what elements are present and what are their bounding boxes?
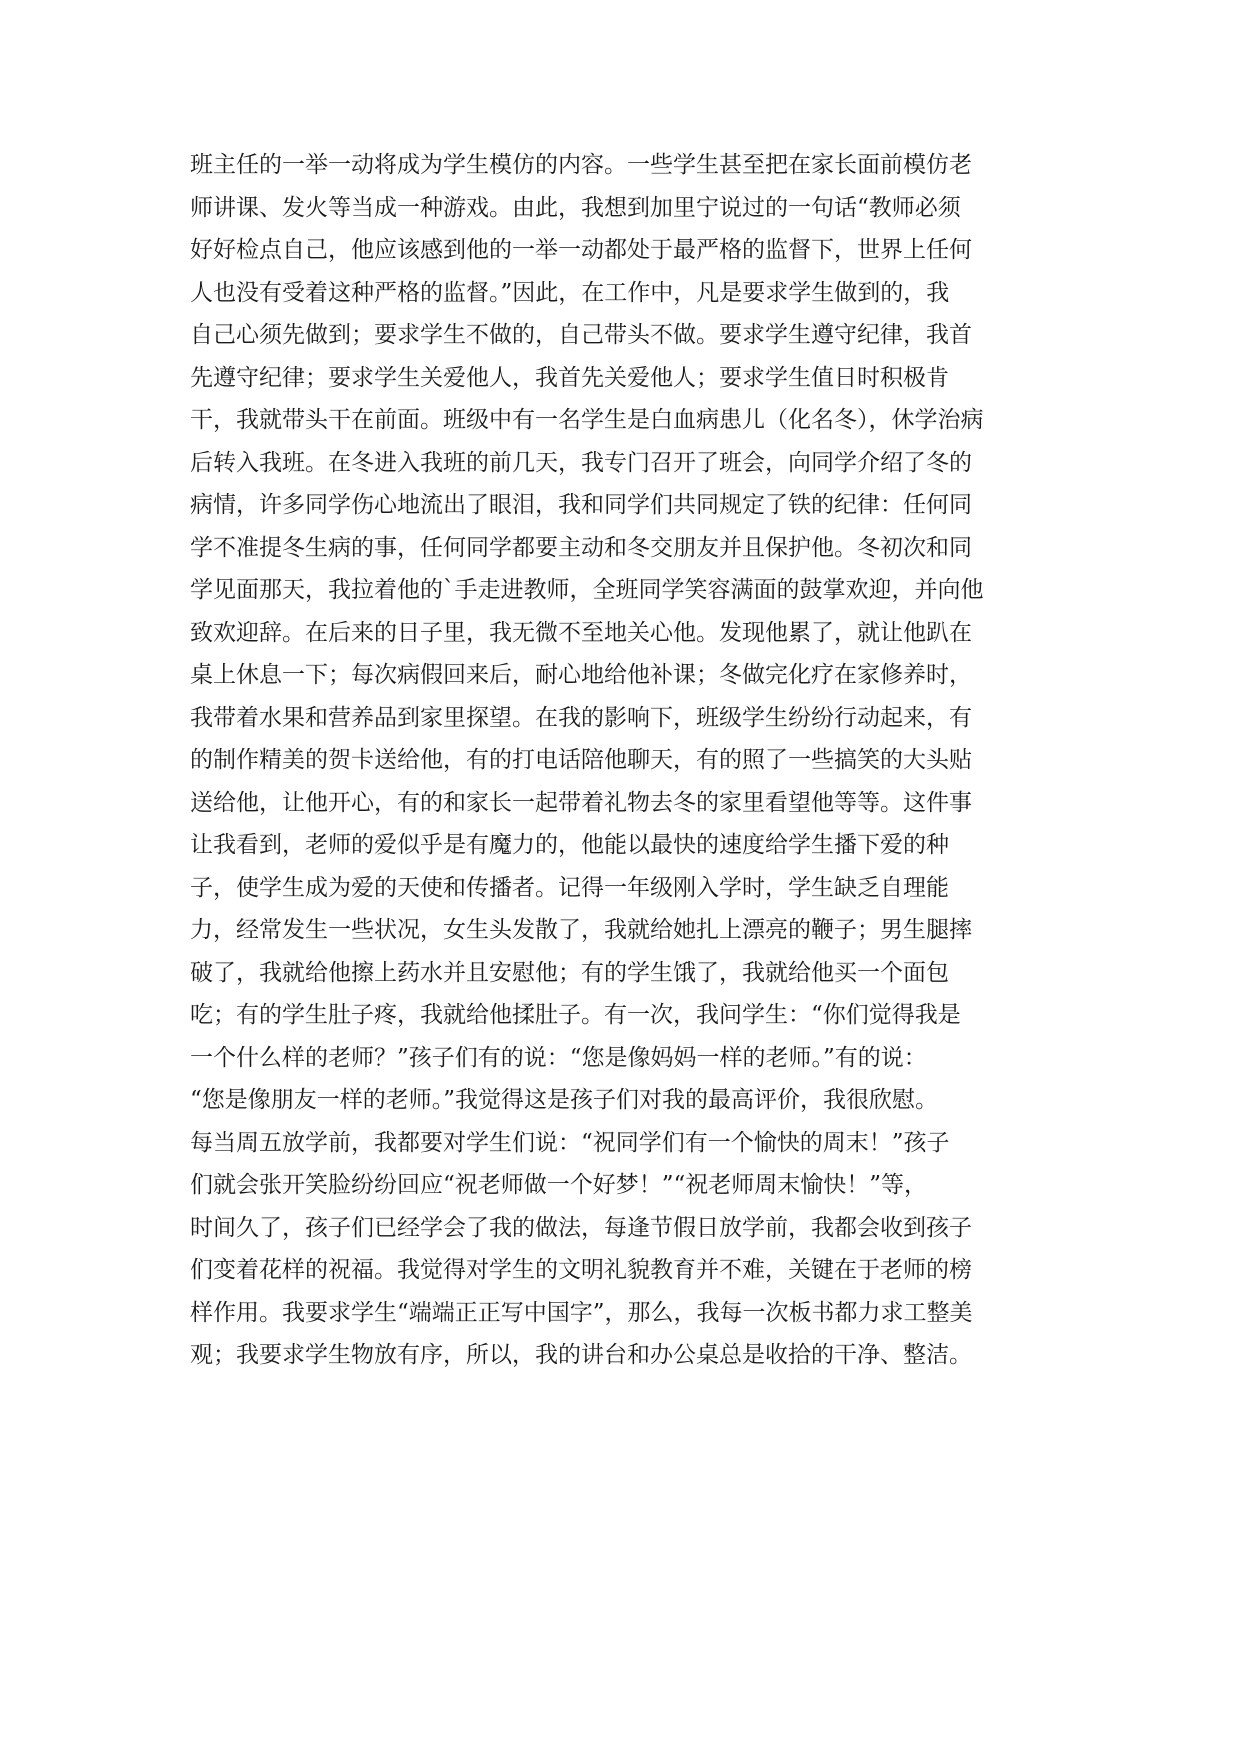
text-line: 吃；有的学生肚子疼，我就给他揉肚子。有一次，我问学生：“你们觉得我是 — [190, 1002, 961, 1028]
text-line: 学见面那天，我拉着他的`手走进教师，全班同学笑容满面的鼓掌欢迎，并向他 — [190, 577, 984, 603]
text-line: 每当周五放学前，我都要对学生们说：“祝同学们有一个愉快的周末！”孩子 — [190, 1129, 950, 1156]
text-line: 破了，我就给他擦上药水并且安慰他；有的学生饿了，我就给他买一个面包 — [190, 959, 949, 986]
text-line: 后转入我班。在冬进入我班的前几天，我专门召开了班会，向同学介绍了冬的 — [190, 449, 972, 476]
text-line: 班主任的一举一动将成为学生模仿的内容。一些学生甚至把在家长面前模仿老 — [190, 152, 972, 178]
text-line: 让我看到，老师的爱似乎是有魔力的，他能以最快的速度给学生播下爱的种 — [190, 832, 949, 858]
text-line: 观；我要求学生物放有序，所以，我的讲台和办公桌总是收拾的干净、整洁。 — [190, 1342, 972, 1368]
text-line: 样作用。我要求学生“端端正正写中国字”，那么，我每一次板书都力求工整美 — [190, 1299, 973, 1326]
text-line: 桌上休息一下；每次病假回来后，耐心地给他补课；冬做完化疗在家修养时， — [190, 662, 972, 688]
text-line: 先遵守纪律；要求学生关爱他人，我首先关爱他人；要求学生值日时积极肯 — [190, 364, 949, 391]
text-line: 干，我就带头干在前面。班级中有一名学生是白血病患儿（化名冬），休学治病 — [190, 407, 984, 433]
text-line: 的制作精美的贺卡送给他，有的打电话陪他聊天，有的照了一些搞笑的大头贴 — [190, 747, 972, 773]
text-line: 一个什么样的老师？”孩子们有的说：“您是像妈妈一样的老师。”有的说： — [190, 1044, 927, 1071]
text-line: 病情，许多同学伤心地流出了眼泪，我和同学们共同规定了铁的纪律：任何同 — [190, 492, 972, 518]
text-line: 力，经常发生一些状况，女生头发散了，我就给她扎上漂亮的鞭子；男生腿摔 — [190, 917, 972, 943]
text-line: 们变着花样的祝福。我觉得对学生的文明礼貌教育并不难，关键在于老师的榜 — [190, 1257, 972, 1283]
text-line: 送给他，让他开心，有的和家长一起带着礼物去冬的家里看望他等等。这件事 — [190, 789, 972, 816]
text-line: 我带着水果和营养品到家里探望。在我的影响下，班级学生纷纷行动起来，有 — [190, 704, 972, 731]
body-text — [190, 144, 1070, 1377]
text-line: 子，使学生成为爱的天使和传播者。记得一年级刚入学时，学生缺乏自理能 — [190, 874, 949, 901]
text-line: 师讲课、发火等当成一种游戏。由此，我想到加里宁说过的一句话“教师必须 — [190, 194, 961, 221]
text-line: 时间久了，孩子们已经学会了我的做法，每逢节假日放学前，我都会收到孩子 — [190, 1214, 972, 1241]
text-line: 学不准提冬生病的事，任何同学都要主动和冬交朋友并且保护他。冬初次和同 — [190, 534, 972, 561]
text-line: “您是像朋友一样的老师。”我觉得这是孩子们对我的最高评价，我很欣慰。 — [190, 1087, 939, 1113]
text-line: 致欢迎辞。在后来的日子里，我无微不至地关心他。发现他累了，就让他趴在 — [190, 619, 972, 646]
text-line: 人也没有受着这种严格的监督。”因此，在工作中，凡是要求学生做到的，我 — [190, 279, 950, 306]
text-line: 自己心须先做到；要求学生不做的，自己带头不做。要求学生遵守纪律，我首 — [190, 322, 972, 348]
text-line: 们就会张开笑脸纷纷回应“祝老师做一个好梦！”“祝老师周末愉快！”等， — [190, 1172, 928, 1198]
text-line: 好好检点自己，他应该感到他的一举一动都处于最严格的监督下，世界上任何 — [190, 237, 972, 263]
